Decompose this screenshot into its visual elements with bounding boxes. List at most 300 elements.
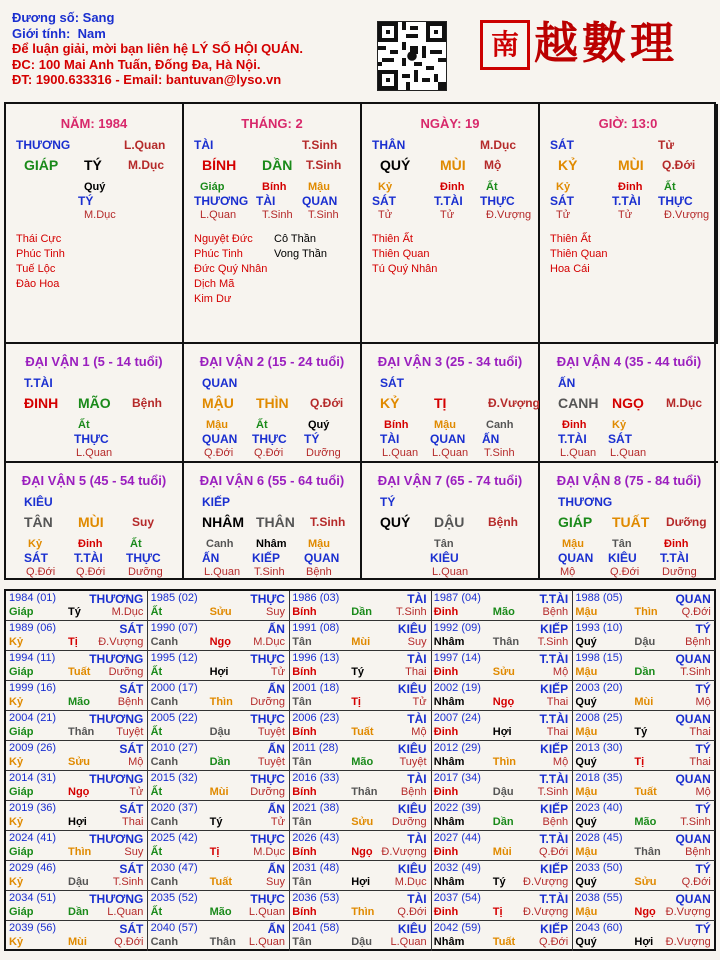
hidden-god: ẤN xyxy=(202,551,220,565)
seal-stamp-icon: 南 xyxy=(480,20,530,70)
dai-van-stem: NHÂM xyxy=(202,514,244,530)
year-branch: Ngọ xyxy=(68,786,90,798)
hidden-stem: Mậu xyxy=(206,419,228,431)
year-state: Mộ xyxy=(552,666,569,678)
year-god: KIÊU xyxy=(397,682,427,696)
year-branch: Mùi xyxy=(634,696,654,708)
year-god: SÁT xyxy=(119,622,144,636)
year-state: Q.Đới xyxy=(397,906,427,918)
year-branch: Hợi xyxy=(68,816,87,828)
year-god: TÀI xyxy=(407,892,427,906)
year-state: Q.Đới xyxy=(538,846,569,858)
year-cell xyxy=(289,891,431,921)
year-stem: Canh xyxy=(150,816,179,828)
year-branch: Tý xyxy=(68,606,81,618)
year-cell xyxy=(572,681,714,711)
year-label: 2014 (31) xyxy=(9,772,57,784)
year-stem: Đinh xyxy=(433,666,459,678)
year-branch: Mão xyxy=(209,906,232,918)
dai-van-god: SÁT xyxy=(380,376,404,390)
year-cell xyxy=(431,921,573,951)
year-branch: Sửu xyxy=(492,666,515,678)
year-god: QUAN xyxy=(675,712,711,726)
year-state: Suy xyxy=(407,636,427,648)
year-branch: Hợi xyxy=(209,666,229,678)
hidden-state: Tử xyxy=(440,209,455,221)
year-state: Thai xyxy=(405,666,427,678)
year-cell xyxy=(148,711,290,741)
hidden-god: T.TÀI xyxy=(74,551,103,565)
year-stem: Đinh xyxy=(433,906,459,918)
year-stem: Quý xyxy=(575,816,597,828)
year-branch: Ngọ xyxy=(351,846,373,858)
year-branch: Mão xyxy=(351,756,374,768)
subject-name: Đương số: Sang xyxy=(12,10,115,25)
year-label: 1997 (14) xyxy=(433,652,481,664)
year-god: ẤN xyxy=(267,742,285,756)
year-cell xyxy=(572,771,714,801)
year-label: 2041 (58) xyxy=(292,922,340,934)
hidden-god: T.TÀI xyxy=(434,194,463,208)
dai-van-stem: MẬU xyxy=(202,395,234,411)
year-state: M.Dục xyxy=(111,606,144,618)
year-label: 1991 (08) xyxy=(292,622,340,634)
year-god: SÁT xyxy=(119,922,144,936)
year-branch: Ngọ xyxy=(634,906,656,918)
year-state: Tử xyxy=(270,816,285,828)
year-branch: Tị xyxy=(634,756,645,768)
year-branch: Tị xyxy=(492,906,503,918)
year-state: Tuyệt xyxy=(116,726,144,738)
dai-van-stem: KỶ xyxy=(380,395,400,411)
year-god: QUAN xyxy=(675,652,711,666)
year-cell xyxy=(148,861,290,891)
year-state: Thai xyxy=(546,696,569,708)
year-cell xyxy=(6,801,148,831)
dai-van-3 xyxy=(362,342,540,461)
star-item: Tú Quý Nhân xyxy=(372,263,438,275)
year-god: KIẾP xyxy=(540,742,569,756)
year-cell xyxy=(148,921,290,951)
year-god: T.TÀI xyxy=(539,832,569,846)
year-stem: Bính xyxy=(292,666,317,678)
year-cell xyxy=(289,741,431,771)
dai-van-state: Q.Đới xyxy=(310,396,344,410)
hidden-stem: Kỷ xyxy=(612,419,627,431)
gender-value: Nam xyxy=(77,25,106,41)
year-state: Đ.Vượng xyxy=(665,936,711,948)
hidden-stem: Canh xyxy=(486,419,514,431)
year-god: ẤN xyxy=(267,682,285,696)
year-god: TÀI xyxy=(407,652,427,666)
year-branch: Sửu xyxy=(634,876,657,888)
year-god: TÀI xyxy=(407,712,427,726)
pillar-branch: MÙI xyxy=(440,157,466,173)
year-label: 2040 (57) xyxy=(150,922,198,934)
hidden-stem: Canh xyxy=(206,538,234,550)
hidden-state: L.Quan xyxy=(76,447,113,459)
hidden-state: L.Quan xyxy=(432,566,469,578)
year-branch: Dậu xyxy=(492,786,514,798)
year-god: TÝ xyxy=(695,922,711,936)
year-branch: Dần xyxy=(634,666,656,678)
chart-grid xyxy=(4,102,716,580)
dai-van-branch: MÙI xyxy=(78,514,104,530)
year-god: TÝ xyxy=(695,682,711,696)
year-label: 2020 (37) xyxy=(150,802,198,814)
year-stem: Giáp xyxy=(9,846,34,858)
year-god: QUAN xyxy=(675,592,711,606)
year-state: Thai xyxy=(689,726,711,738)
dai-van-branch: THÌN xyxy=(256,395,289,411)
dai-van-god: KIÊU xyxy=(24,495,53,509)
phone-email[interactable]: ĐT: 1900.633316 - Email: bantuvan@lyso.vn xyxy=(12,72,282,87)
year-state: Suy xyxy=(266,606,285,618)
star-item: Cô Thần xyxy=(274,233,316,245)
hidden-state: T.Sinh xyxy=(484,447,515,459)
year-state: Thai xyxy=(121,816,144,828)
year-stem: Canh xyxy=(150,696,179,708)
dai-van-branch: THÂN xyxy=(256,514,295,530)
year-state: Dưỡng xyxy=(250,696,285,708)
dai-van-state: Suy xyxy=(132,515,155,529)
year-branch: Mùi xyxy=(351,636,371,648)
year-stem: Giáp xyxy=(9,666,34,678)
year-state: Mộ xyxy=(695,696,711,708)
hidden-state: T.Sinh xyxy=(262,209,293,221)
brand-text: 越數理 xyxy=(534,18,678,69)
hidden-state: Đ.Vượng xyxy=(664,209,710,221)
year-label: 2019 (36) xyxy=(9,802,57,814)
year-god: T.TÀI xyxy=(539,652,569,666)
year-branch: Thìn xyxy=(351,906,375,918)
year-god: KIẾP xyxy=(540,862,569,876)
year-stem: Giáp xyxy=(9,606,34,618)
dai-van-state: Đ.Vượng xyxy=(488,396,540,410)
dai-van-branch: TUẤT xyxy=(612,514,650,530)
year-cell xyxy=(431,801,573,831)
year-state: Tuyệt xyxy=(399,756,427,768)
hidden-god: KIÊU xyxy=(608,551,637,565)
year-state: Bệnh xyxy=(542,606,569,618)
year-state: Dưỡng xyxy=(391,816,427,828)
year-label: 2003 (20) xyxy=(575,682,623,694)
year-label: 2030 (47) xyxy=(150,862,198,874)
year-cell xyxy=(6,711,148,741)
year-state: Q.Đới xyxy=(681,606,711,618)
hidden-god: THỰC xyxy=(252,432,287,446)
year-label: 2000 (17) xyxy=(150,682,198,694)
dai-van-4 xyxy=(540,342,718,461)
pillar-1 xyxy=(6,104,184,344)
star-item: Phúc Tinh xyxy=(194,248,243,260)
year-stem: Quý xyxy=(575,936,597,948)
hidden-stem: Mậu xyxy=(562,538,584,550)
year-god: KIÊU xyxy=(397,742,427,756)
year-cell xyxy=(6,741,148,771)
year-cell xyxy=(148,681,290,711)
year-cell xyxy=(431,861,573,891)
year-label: 2034 (51) xyxy=(9,892,57,904)
year-stem: Kỷ xyxy=(9,876,24,888)
year-state: M.Dục xyxy=(394,876,427,888)
year-cell xyxy=(148,801,290,831)
year-god: TÝ xyxy=(695,862,711,876)
year-god: THƯƠNG xyxy=(89,832,144,846)
hidden-stem: Bính xyxy=(262,181,287,193)
hidden-stem: Đinh xyxy=(664,538,689,550)
year-label: 2024 (41) xyxy=(9,832,57,844)
hidden-god: THỰC xyxy=(74,432,109,446)
year-state: Tuyệt xyxy=(257,756,285,768)
pillar-2 xyxy=(184,104,362,344)
year-branch: Thìn xyxy=(492,756,517,768)
dai-van-branch: MÃO xyxy=(78,395,111,411)
year-god: THƯƠNG xyxy=(89,712,144,726)
year-label: 1986 (03) xyxy=(292,592,340,604)
year-god: THỰC xyxy=(250,712,285,726)
year-state: Thai xyxy=(546,726,569,738)
year-stem: Tân xyxy=(292,636,312,648)
hidden-stem: Tân xyxy=(434,538,454,550)
star-item: Thiên Ất xyxy=(550,233,591,245)
hidden-god: QUAN xyxy=(558,551,594,565)
year-god: TÝ xyxy=(695,802,711,816)
year-stem: Mậu xyxy=(575,606,598,618)
hidden-god: TÝ xyxy=(304,432,320,446)
dai-van-god: T.TÀI xyxy=(24,376,53,390)
year-god: KIÊU xyxy=(397,802,427,816)
year-stem: Ất xyxy=(150,906,163,918)
dai-van-7 xyxy=(362,461,540,580)
year-label: 2011 (28) xyxy=(292,742,339,754)
year-branch: Tuất xyxy=(209,876,232,888)
dai-van-title: ĐẠI VẬN 1 (5 - 14 tuổi) xyxy=(25,354,163,369)
year-stem: Nhâm xyxy=(433,816,465,828)
hidden-stem: Đinh xyxy=(78,538,103,550)
year-label: 2004 (21) xyxy=(9,712,57,724)
year-stem: Tân xyxy=(292,756,312,768)
year-label: 2006 (23) xyxy=(292,712,340,724)
year-cell xyxy=(572,741,714,771)
hidden-stem: Kỷ xyxy=(556,181,571,193)
year-stem: Ất xyxy=(150,846,163,858)
star-item: Hoa Cái xyxy=(550,263,590,275)
year-state: Mộ xyxy=(552,756,569,768)
dai-van-branch: NGỌ xyxy=(612,395,644,411)
year-label: 2027 (44) xyxy=(433,832,481,844)
year-stem: Mậu xyxy=(575,786,598,798)
year-cell xyxy=(431,831,573,861)
year-stem: Đinh xyxy=(433,726,459,738)
year-stem: Nhâm xyxy=(433,756,465,768)
year-cell xyxy=(431,711,573,741)
hidden-stem: Mậu xyxy=(308,538,330,550)
year-stem: Giáp xyxy=(9,906,34,918)
year-stem: Đinh xyxy=(433,606,459,618)
year-label: 2013 (30) xyxy=(575,742,623,754)
year-state: Tuyệt xyxy=(257,726,285,738)
pillar-title: NĂM: 1984 xyxy=(60,116,128,131)
year-state: Đ.Vượng xyxy=(523,876,569,888)
year-cell xyxy=(572,591,714,621)
year-branch: Thìn xyxy=(634,606,658,618)
year-cell xyxy=(572,831,714,861)
pillar-stem: BÍNH xyxy=(202,157,237,173)
hidden-god: KIẾP xyxy=(252,551,281,565)
year-stem: Tân xyxy=(292,936,312,948)
qr-code-icon[interactable] xyxy=(377,21,447,91)
year-cell xyxy=(289,861,431,891)
yearly-luck-table xyxy=(4,589,716,951)
pillar-stem: GIÁP xyxy=(24,157,59,173)
year-label: 2010 (27) xyxy=(150,742,198,754)
hidden-stem: Ất xyxy=(256,419,268,431)
year-god: KIẾP xyxy=(540,622,569,636)
hidden-stem: Quý xyxy=(308,419,330,431)
year-label: 2021 (38) xyxy=(292,802,340,814)
year-god: THƯƠNG xyxy=(89,592,144,606)
year-state: M.Dục xyxy=(253,846,285,858)
year-god: TÀI xyxy=(407,832,427,846)
year-stem: Mậu xyxy=(575,666,598,678)
year-label: 2038 (55) xyxy=(575,892,623,904)
year-stem: Nhâm xyxy=(433,876,465,888)
year-branch: Ngọ xyxy=(209,636,231,648)
year-label: 2001 (18) xyxy=(292,682,340,694)
year-cell xyxy=(289,711,431,741)
year-label: 1990 (07) xyxy=(150,622,198,634)
year-god: ẤN xyxy=(267,922,285,936)
hidden-god: SÁT xyxy=(608,432,632,446)
year-label: 2031 (48) xyxy=(292,862,340,874)
year-stem: Canh xyxy=(150,936,179,948)
year-branch: Dậu xyxy=(634,636,656,648)
year-label: 2008 (25) xyxy=(575,712,623,724)
year-cell xyxy=(6,591,148,621)
dai-van-title: ĐẠI VẬN 5 (45 - 54 tuổi) xyxy=(21,473,167,488)
star-item: Vong Thần xyxy=(274,248,328,260)
year-state: Bệnh xyxy=(685,636,711,648)
year-cell xyxy=(148,771,290,801)
pillar-title: GIỜ: 13:0 xyxy=(598,116,658,131)
dai-van-title: ĐẠI VẬN 4 (35 - 44 tuổi) xyxy=(556,354,702,369)
year-label: 2016 (33) xyxy=(292,772,340,784)
year-branch: Tý xyxy=(209,816,223,828)
year-state: L.Quan xyxy=(390,936,427,948)
hidden-god: KIÊU xyxy=(430,551,459,565)
year-stem: Kỷ xyxy=(9,936,24,948)
year-label: 2036 (53) xyxy=(292,892,340,904)
year-branch: Dậu xyxy=(351,936,372,948)
year-label: 2028 (45) xyxy=(575,832,623,844)
year-state: L.Quan xyxy=(248,906,285,918)
year-cell xyxy=(6,621,148,651)
hidden-state: Q.Đới xyxy=(26,566,56,578)
year-label: 2022 (39) xyxy=(433,802,481,814)
year-state: Mộ xyxy=(128,756,144,768)
year-branch: Mùi xyxy=(209,786,229,798)
year-god: SÁT xyxy=(119,862,144,876)
year-branch: Tý xyxy=(351,666,365,678)
year-stem: Mậu xyxy=(575,846,598,858)
year-state: Dưỡng xyxy=(250,786,285,798)
year-cell xyxy=(6,861,148,891)
hidden-state: Mộ xyxy=(560,566,576,578)
year-stem: Canh xyxy=(150,636,179,648)
hidden-stem: Ất xyxy=(664,181,676,193)
hidden-god: ẤN xyxy=(482,432,500,446)
year-state: Q.Đới xyxy=(538,936,569,948)
year-god: T.TÀI xyxy=(539,892,569,906)
year-god: KIẾP xyxy=(540,922,569,936)
year-branch: Hợi xyxy=(492,726,512,738)
year-state: Bệnh xyxy=(117,696,144,708)
year-branch: Thìn xyxy=(68,846,92,858)
year-stem: Kỷ xyxy=(9,756,24,768)
pillar-state: Q.Đới xyxy=(662,158,696,172)
hidden-stem: Đinh xyxy=(618,181,643,193)
hidden-god: QUAN xyxy=(302,194,338,208)
year-cell xyxy=(572,921,714,951)
pillar-god: SÁT xyxy=(550,138,574,152)
year-cell xyxy=(289,831,431,861)
year-state: Tử xyxy=(270,666,285,678)
year-branch: Tuất xyxy=(351,726,374,738)
year-branch: Tý xyxy=(492,876,506,888)
year-god: SÁT xyxy=(119,682,144,696)
pillar-state-top: M.Dục xyxy=(480,138,516,152)
year-state: Đ.Vượng xyxy=(98,636,144,648)
year-cell xyxy=(6,681,148,711)
year-label: 1988 (05) xyxy=(575,592,623,604)
year-branch: Tuất xyxy=(68,666,91,678)
year-branch: Mùi xyxy=(68,936,87,948)
hidden-state: L.Quan xyxy=(200,209,237,221)
year-stem: Kỷ xyxy=(9,636,24,648)
year-label: 2015 (32) xyxy=(150,772,198,784)
pillar-branch: TÝ xyxy=(84,157,102,173)
year-stem: Quý xyxy=(575,876,597,888)
year-branch: Thân xyxy=(209,936,236,948)
dai-van-god: THƯƠNG xyxy=(558,495,613,509)
year-god: QUAN xyxy=(675,892,711,906)
year-state: T.Sinh xyxy=(537,786,569,798)
year-state: Q.Đới xyxy=(681,876,711,888)
star-item: Kim Dư xyxy=(194,293,232,305)
year-label: 1984 (01) xyxy=(9,592,57,604)
year-stem: Canh xyxy=(150,756,179,768)
year-state: Đ.Vượng xyxy=(381,846,427,858)
hidden-god: THƯƠNG xyxy=(194,194,249,208)
hidden-state: L.Quan xyxy=(432,447,469,459)
year-cell xyxy=(289,801,431,831)
year-state: L.Quan xyxy=(248,936,285,948)
year-branch: Thân xyxy=(68,726,95,738)
hidden-god: QUAN xyxy=(430,432,466,446)
year-god: KIÊU xyxy=(397,862,427,876)
dai-van-god: ẤN xyxy=(558,376,576,390)
dai-van-2 xyxy=(184,342,362,461)
pillar-state: Mộ xyxy=(484,158,502,172)
dai-van-state: M.Dục xyxy=(666,396,702,410)
hidden-stem: Mậu xyxy=(308,181,330,193)
pillar-state: M.Dục xyxy=(128,158,164,172)
dai-van-title: ĐẠI VẬN 3 (25 - 34 tuổi) xyxy=(377,354,523,369)
year-label: 2009 (26) xyxy=(9,742,57,754)
hidden-state: T.Sinh xyxy=(308,209,339,221)
dai-van-1 xyxy=(6,342,184,461)
